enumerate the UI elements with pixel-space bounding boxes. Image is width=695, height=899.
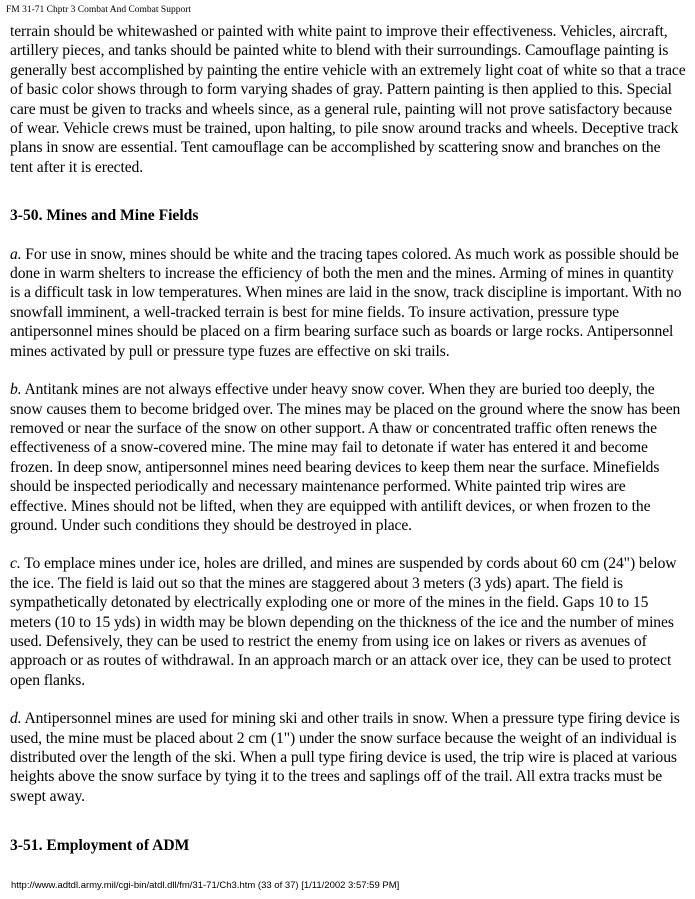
paragraph-text: Antipersonnel mines are used for mining ski and other trails in snow. When a pressure type firing device is used, the mine must be placed about 2 cm (1") under the snow surface because the weight of an individual is distributed over the length of the ski. When a pull type firing device is used, the trip wire is placed at various heights above the snow surface by tying it to the trees and saplings off of the trail. All extra tracks must be swept away. — [10, 710, 680, 805]
intro-paragraph: terrain should be whitewashed or painted with white paint to improve their effectiveness. Vehicles, aircraft, artillery pieces, and tanks should be painted white to blend with their surroundings. Camouflage painting is generally best accomplished by painting the entire vehicle with an extremely light coat of white so that a trace of basic color shows through to form varying shades of gray. Pattern painting is then applied to this. Special care must be given to tracks and wheels since, as a general rule, painting will not prove satisfactory because of wear. Vehicle crews must be trained, upon halting, to pile snow around tracks and wheels. Deceptive track plans in snow are essential. Tent camouflage can be accomplished by scattering snow and branches on the tent after it is erected. — [10, 23, 686, 176]
paragraph-a — [10, 245, 686, 361]
section-heading-3-51: 3-51. Employment of ADM — [10, 837, 190, 855]
paragraph-label: c. — [10, 555, 21, 573]
paragraph-label: b. — [10, 381, 22, 399]
section-heading-3-50: 3-50. Mines and Mine Fields — [10, 207, 199, 225]
paragraph-label: d. — [10, 710, 22, 728]
paragraph-text: Antitank mines are not always effective under heavy snow cover. When they are buried too deeply, the snow causes them to become bridged over. The mines may be placed on the ground where the snow has been removed or near the surface of the snow on other support. A thaw or concentrated traffic often renews the effectiveness of a snow-covered mine. The mine may fail to detonate if water has entered it and become frozen. In deep snow, antipersonnel mines need bearing devices to keep them near the surface. Minefields should be inspected periodically and necessary maintenance performed. White painted trip wires are effective. Mines should not be lifted, when they are equipped with antilift devices, or when frozen to the ground. Under such conditions they should be destroyed in place. — [10, 381, 681, 534]
page-content — [10, 22, 686, 856]
paragraph-label: a. — [10, 245, 22, 263]
paragraph-b — [10, 380, 686, 535]
paragraph-c — [10, 554, 686, 690]
paragraph-d — [10, 709, 686, 806]
footer-source-url: http://www.adtdl.army.mil/cgi-bin/atdl.dll/fm/31-71/Ch3.htm (33 of 37) [1/11/2002 3:57:59 PM] — [11, 880, 400, 891]
paragraph-text: To emplace mines under ice, holes are drilled, and mines are suspended by cords about 60 cm (24") below the ice. The field is laid out so that the mines are staggered about 3 meters (3 yds) apart. The field is sympathetically detonated by electrically exploding one or more of the mines in the field. Gaps 10 to 15 meters (10 to 15 yds) in width may be blown depending on the thickness of the ice and the number of mines used. Defensively, they can be used to restrict the enemy from using ice on lakes or rivers as avenues of approach or as routes of withdrawal. In an approach march or an attack over ice, they can be used to protect open flanks. — [10, 555, 677, 689]
running-header: FM 31-71 Chptr 3 Combat And Combat Support — [6, 5, 191, 15]
paragraph-text: For use in snow, mines should be white and the tracing tapes colored. As much work as possible should be done in warm shelters to increase the efficiency of both the men and the mines. Arming of mines in quantity is a difficult task in low temperatures. When mines are laid in the snow, track discipline is important. With no snowfall imminent, a well-tracked terrain is best for mine fields. To insure activation, pressure type antipersonnel mines should be placed on a firm bearing surface such as boards or large rocks. Antipersonnel mines activated by pull or pressure type fuzes are effective on ski trails. — [10, 245, 682, 360]
